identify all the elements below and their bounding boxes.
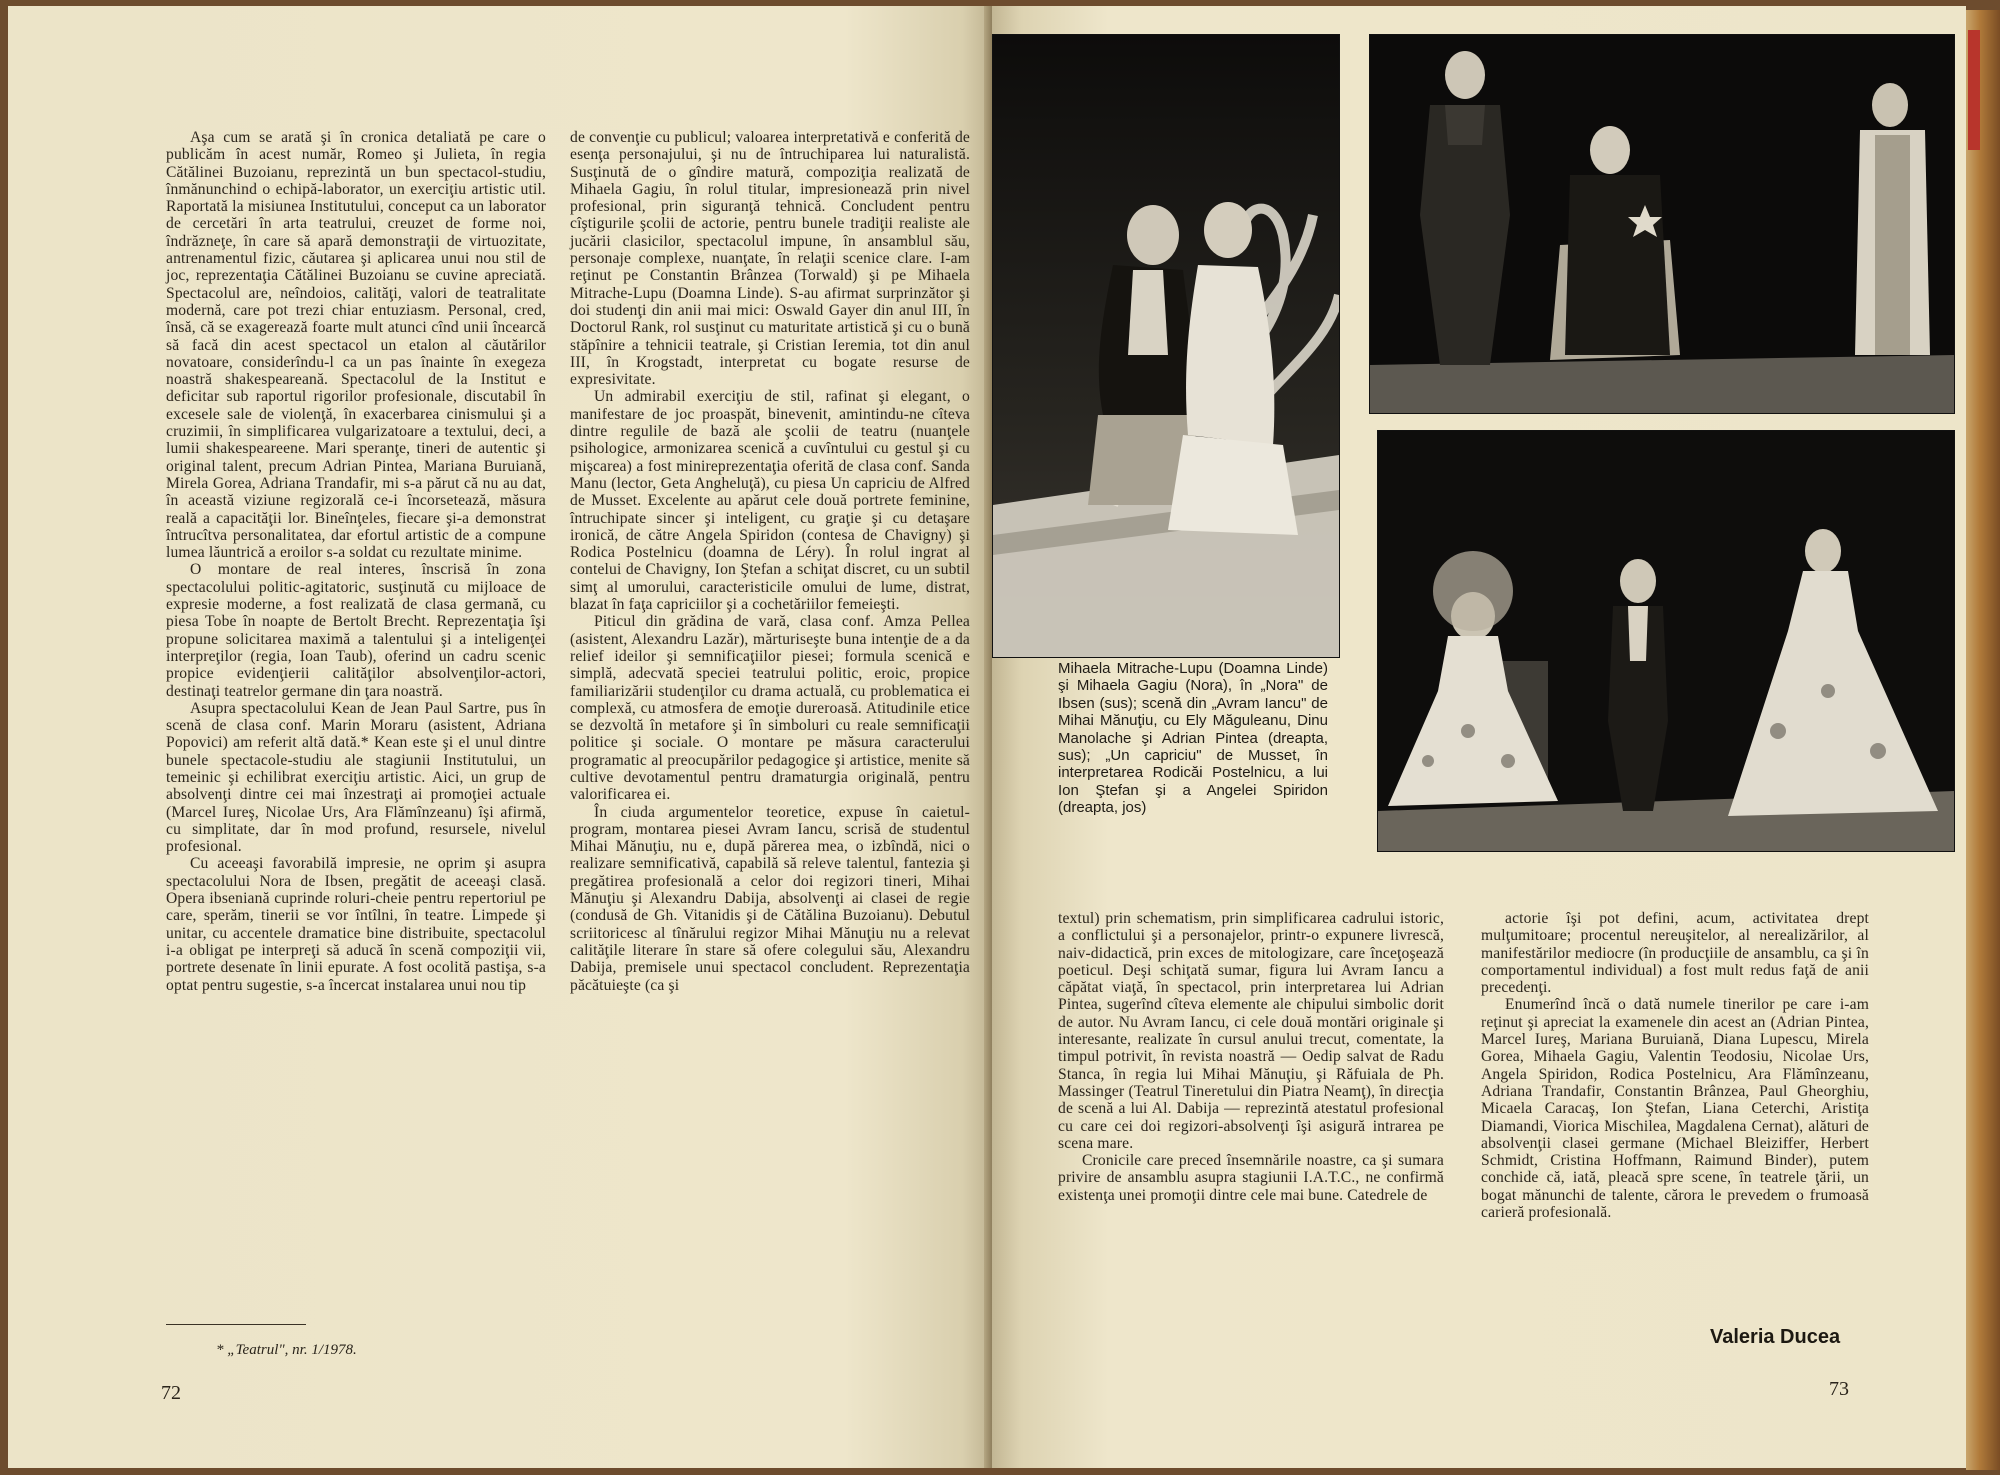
right-page <box>992 6 1966 1468</box>
photo-caption: Mihaela Mitrache-Lupu (Doamna Linde) şi Mihaela Gagiu (Nora), în „Nora" de Ibsen (sus); scenă din „Avram Iancu" de Mihai Mănuţiu, cu Ely Măguleanu, Dinu Manolache şi Adrian Pintea (dreapta, sus); „Un capriciu" de Musset, în interpretarea Rodicăi Postelnicu, a lui Ion Ştefan şi a Angelei Spiridon (dreapta, jos) <box>1058 660 1328 817</box>
paragraph: Un admirabil exerciţiu de stil, rafinat şi elegant, o manifestare de joc proaspăt, binevenit, amintindu-ne cîteva dintre regulile de bază ale şcolii de teatru (nuanţele psihologice, armonizarea scenică a cuvîntului cu gestul şi cu mişcarea) a fost minireprezentaţia oferită de clasa conf. Sanda Manu (lector, Geta Angheluţă), cu piesa Un capriciu de Alfred de Musset. Excelente au apărut cele două portrete feminine, întruchipate sincer şi inteligent, cu graţie şi cu detaşare ironică, de către Angela Spiridon (contesa de Chavigny) şi Rodica Postelnicu (doamna de Léry). În rolul ingrat al contelui de Chavigny, Ion Ştefan a schiţat discret, cu un subtil simţ al umorului, caracteristicile omului de lume, distrat, blazat în faţa capriciilor şi a cochetăriilor femeieşti. <box>570 388 970 614</box>
paragraph: Cronicile care preced însemnările noastre, ca şi sumara privire de ansamblu asupra stagiunii I.A.T.C., ne confirmă existenţa unei promoţii dintre cele mai bune. Catedrele de <box>1058 1152 1444 1204</box>
photo-un-capriciu-illustration <box>1378 431 1954 851</box>
article-column-2 <box>570 129 970 994</box>
article-column-3 <box>1058 910 1444 1204</box>
paragraph: Enumerînd încă o dată numele tinerilor pe care i-am reţinut şi apreciat la examenele din acest an (Adrian Pintea, Marcel Iureş, Mariana Buruiană, Diana Lupescu, Mirela Gorea, Mihaela Gagiu, Valentin Teodosiu, Nicolae Urs, Angela Spiridon, Rodica Postelnicu, Ara Flămînzeanu, Adriana Trandafir, Constantin Brânzea, Paul Gheorghiu, Micaela Caracaş, Ion Ştefan, Liana Ceterchi, Aristiţa Diamandi, Viorica Mischilea, Magdalena Cernat), alături de absolvenţii clasei germane (Michael Bleiziffer, Herbert Schmidt, Cristina Hoffmann, Raimund Binder), putem conchide că, iată, pleacă spre scene, în teatrele ţării, un bogat mănunchi de talente, cărora le prevedem o frumoasă carieră profesională. <box>1481 996 1869 1222</box>
paragraph: Aşa cum se arată şi în cronica detaliată pe care o publicăm în acest număr, Romeo şi Julieta, în regia Cătălinei Buzoianu, reprezintă un bun spectacol-studiu, înmănunchind o echipă-laborator, un exerciţiu artistic util. Raportată la misiunea Institutului, conceput ca un laborator de cercetări în arta teatrului, creuzet de forme noi, îndrăzneţe, în care să apară demonstraţii de virtuozitate, antrenamentul fizic, căutarea şi aplicarea unui nou stil de joc, reprezentaţia Cătălinei Buzoianu se cuvine apreciată. Spectacolul are, neîndoios, calităţi, valori de teatralitate modernă, care pot trezi chiar entuziasm. Personal, cred, însă, că se exagerează foarte mult atunci cînd unii încearcă să facă din acest spectacol un etalon al căutărilor novatoare, considerîndu-l ca un pas înainte în exegeza noastră shakespeareană. Spectacolul de la Institut e deficitar sub raportul rigorilor profesionale, discutabil în excesele sale de violenţă, în exacerbarea cinismului şi a cruzimii, în simplificarea vulgarizatoare a textului, deci, a lumii shakespeareene. Mari speranţe, tineri de autentic şi original talent, precum Adrian Pintea, Mariana Buruiană, Mirela Gorea, Adriana Trandafir, mi s-a părut că nu au dat, în această viziune regizorală ce-i încorsetează, măsura reală a capacităţii lor. Bineînţeles, fiecare şi-a demonstrat întrucîtva personalitatea, dar efortul artistic de a compune lumea lăuntrică a eroilor s-a soldat cu rezultate minime. <box>166 129 546 562</box>
photo-nora-illustration <box>993 35 1339 657</box>
photo-nora <box>992 34 1340 658</box>
photo-avram-iancu <box>1369 34 1955 414</box>
paragraph: Asupra spectacolului Kean de Jean Paul Sartre, pus în scenă de clasa conf. Marin Moraru (asistent, Adriana Popovici) am referit altă dată.* Kean este şi el unul dintre bunele spectacole-studiu ale stagiunii Institutului, un temeinic şi echilibrat exerciţiu artistic. Aici, un grup de absolvenţi dintre cei mai înzestraţi ai promoţiei actuale (Marcel Iureş, Nicolae Urs, Ara Flămînzeanu) îşi afirmă, cu simplitate, dar în mod profund, resursele, nivelul profesional. <box>166 699 546 856</box>
photo-un-capriciu <box>1377 430 1955 852</box>
author-signature: Valeria Ducea <box>1710 1326 1841 1348</box>
footnote-rule <box>166 1324 306 1325</box>
photo-avram-iancu-illustration <box>1370 35 1954 413</box>
paragraph: actorie îşi pot defini, acum, activitatea drept mulţumitoare; procentul nereuşitelor, al nerealizărilor, al manifestărilor mediocre (în producţiile de ansamblu, ca şi în comportamentul individual) a fost mult redus faţă de anii precedenţi. <box>1481 910 1869 997</box>
paragraph: În ciuda argumentelor teoretice, expuse în caietul-program, montarea piesei Avram Iancu, scrisă de studentul Mihai Mănuţiu, nu e, după părerea mea, o izbîndă, nici o realizare semnificativă, capabilă să releve talentul, fantezia şi pregătirea profesională a celor doi regizori tineri, Mihai Mănuţiu şi Alexandru Dabija, absolvenţi ai clasei de regie (condusă de Gh. Vitanidis şi de Cătălina Buzoianu). Debutul scriitoricesc al tînărului regizor Mihai Mănuţiu nu a relevat calităţile literare în stare să ofere colegului său, Alexandru Dabija, premisele unui spectacol concludent. Reprezentaţia păcătuieşte (ca şi <box>570 803 970 994</box>
paragraph: O montare de real interes, înscrisă în zona spectacolului politic-agitatoric, susţinută cu mijloace de expresie moderne, a fost realizată de clasa germană, cu piesa Tobe în noapte de Bertolt Brecht. Reprezentaţia îşi propune solicitarea maximă a talentului şi a inteligenţei interpreţilor (regia, Ioan Taub), oferind un cadru scenic propice evidenţierii calităţilor absolvenţilor-actori, destinaţi teatrelor germane din ţara noastră. <box>166 561 546 700</box>
page-number: 72 <box>161 1382 181 1404</box>
page-edge-marker <box>1968 30 1980 150</box>
paragraph: textul) prin schematism, prin simplificarea cadrului istoric, a conflictului şi a personajelor, printr-o expunere livrescă, naiv-didactică, prin exces de mitologizare, care înceţoşează poeticul. Deşi schiţată sumar, figura lui Avram Iancu a căpătat viaţă, în spectacol, prin interpretarea lui Adrian Pintea, sugerînd cîteva elemente ale chipului simbolic dorit de autor. Nu Avram Iancu, ci cele două montări originale şi interesante, realizate în cursul anului trecut, comentate, la timpul potrivit, în revista noastră — Oedip salvat de Radu Stanca, în regia lui Mihai Mănuţiu, şi Răfuiala de Ph. Massinger (Teatrul Tineretului din Piatra Neamţ), în direcţia de scenă a lui Al. Dabija — reprezintă atestatul profesional cu care cei doi regizori-absolvenţi îşi asigură intrarea pe scena mare. <box>1058 910 1444 1152</box>
footnote: * „Teatrul", nr. 1/1978. <box>216 1342 357 1358</box>
page-number: 73 <box>1829 1378 1849 1400</box>
page-edge <box>1966 10 2000 1470</box>
article-column-4 <box>1481 910 1869 1221</box>
paragraph: de convenţie cu publicul; valoarea interpretativă e conferită de esenţa personajului, şi nu de întruchiparea lui naturalistă. Susţinută de o gîndire matură, compoziţia realizată de Mihaela Gagiu, în rolul titular, impresionează prin nivel profesional, prin siguranţă tehnică. Concludent pentru cîştigurile şcolii de actorie, pentru bunele tradiţii realiste ale jucării clasicilor, spectacolul impune, în ansamblul său, personaje complexe, nuanţate, în relaţii scenice clare. I-am reţinut pe Constantin Brânzea (Torwald) şi pe Mihaela Mitrache-Lupu (Doamna Linde). S-au afirmat surprinzător şi doi studenţi din anii mai mici: Oswald Gayer din anul III, în Doctorul Rank, rol susţinut cu maturitate artistică şi cu o bună stăpînire a tehnicii teatrale, şi Cristian Ieremia, tot din anul III, în Krogstadt, interpretat cu bogate resurse de expresivitate. <box>570 129 970 389</box>
paragraph: Piticul din grădina de vară, clasa conf. Amza Pellea (asistent, Alexandru Lazăr), mărturiseşte buna intenţie de a da relief ideilor şi semnificaţiilor piesei; formula scenică e simplă, adecvată speciei teatrului politic, eroic, propice familiarizării studenţilor cu drama actuală, cu problematica ei complexă, cu atmosfera de emoţie dureroasă. Atitudinile etice se dezvoltă în metafore şi în simboluri cu reale semnificaţii politice şi sociale. O montare pe măsura caracterului programatic al preocupărilor pedagogice şi artistice, menite să cultive devotamentul pentru dramaturgia originală, pentru valorificarea ei. <box>570 613 970 804</box>
left-page <box>8 6 992 1468</box>
paragraph: Cu aceeaşi favorabilă impresie, ne oprim şi asupra spectacolului Nora de Ibsen, pregătit de aceeaşi clasă. Opera ibseniană cuprinde roluri-cheie pentru repertoriul pe care, sperăm, tinerii se vor întîlni, în teatre. Limpede şi unitar, cu accentele dramatice bine distribuite, spectacolul i-a obligat pe interpreţi să aducă în scenă compoziţii vii, portrete desenate în linii epurate. A fost ocolită pastişa, s-a optat pentru sugestie, s-a încercat instalarea unui nou tip <box>166 855 546 994</box>
article-column-1 <box>166 129 546 994</box>
